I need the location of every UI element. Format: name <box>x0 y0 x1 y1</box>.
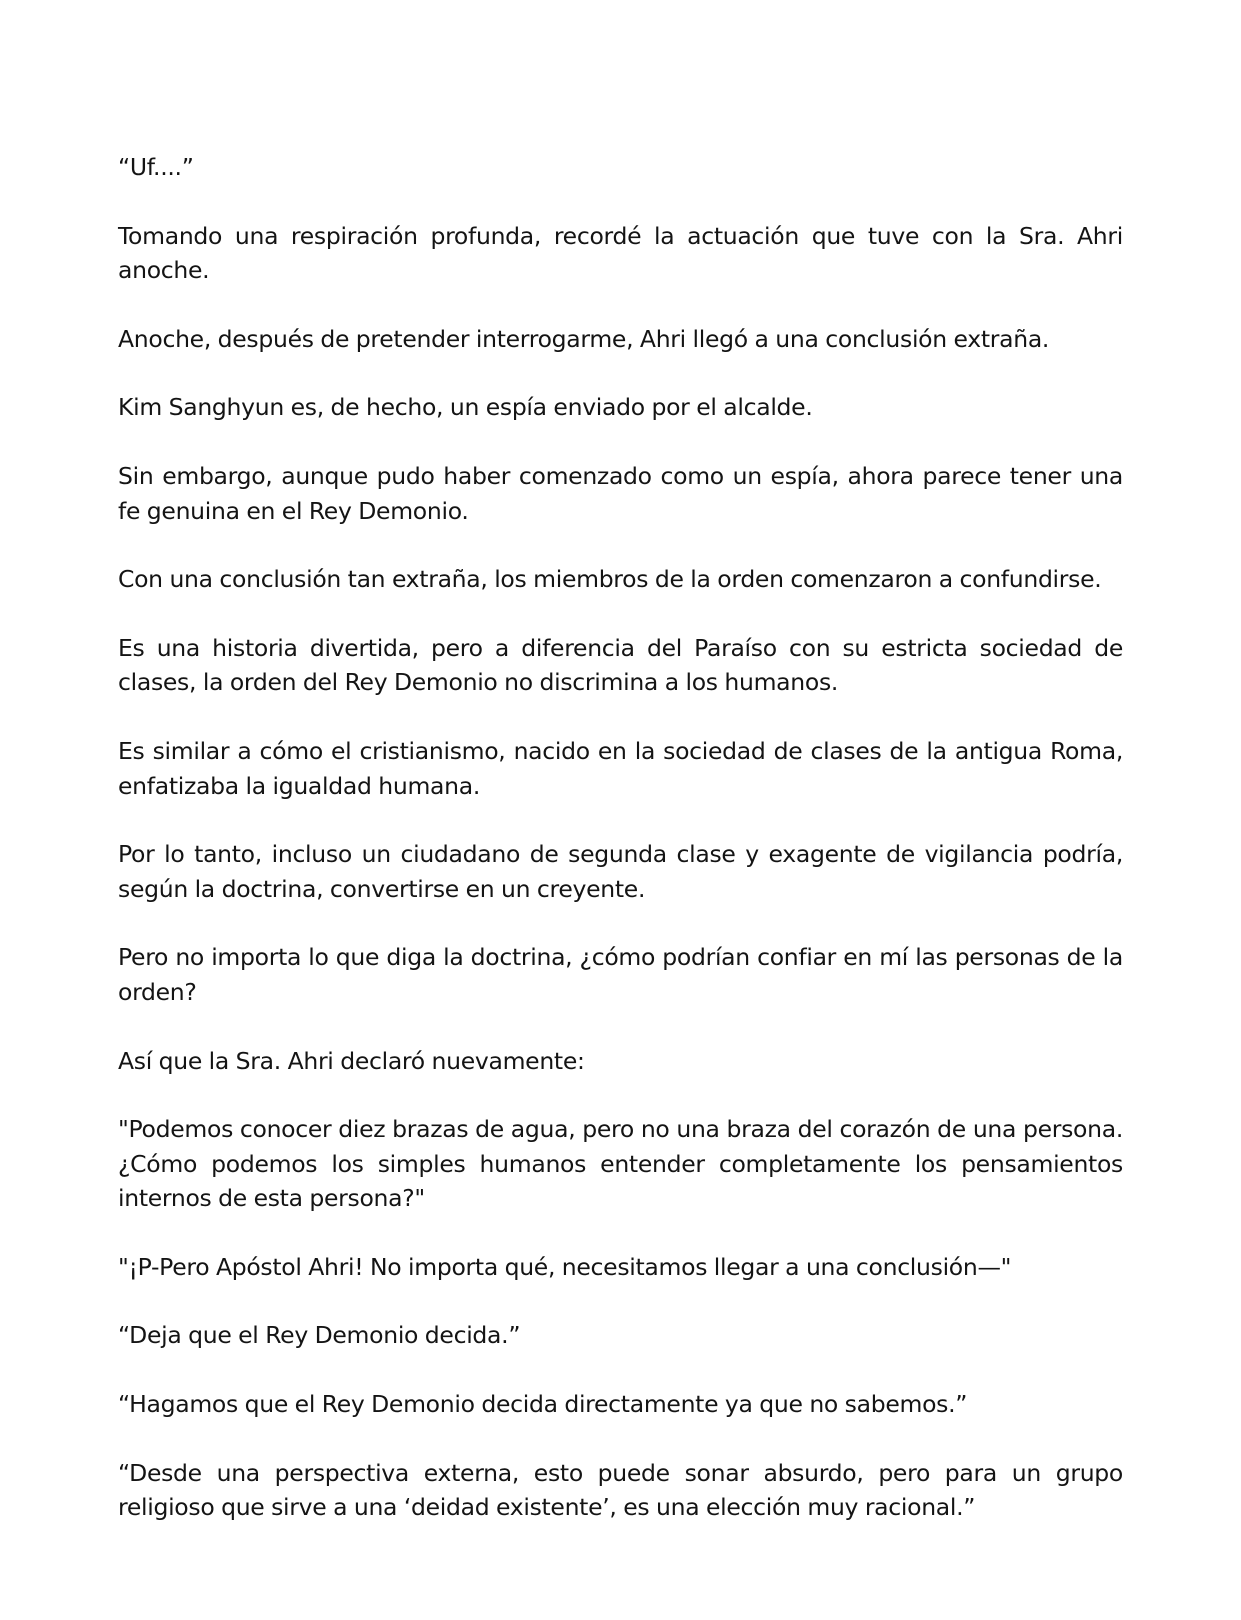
paragraph: Tomando una respiración profunda, recordé la actuación que tuve con la Sra. Ahri anoche. <box>118 221 1123 285</box>
paragraph: Kim Sanghyun es, de hecho, un espía enviado por el alcalde. <box>118 393 813 422</box>
paragraph: “Desde una perspectiva externa, esto puede sonar absurdo, pero para un grupo religioso que sirve a una ‘deidad existente’, es una elección muy racional.” <box>118 1458 1123 1522</box>
paragraph: Anoche, después de pretender interrogarme, Ahri llegó a una conclusión extraña. <box>118 324 1050 353</box>
paragraph: Es similar a cómo el cristianismo, nacido en la sociedad de clases de la antigua Roma, enfatizaba la igualdad humana. <box>118 736 1123 800</box>
paragraph: “Deja que el Rey Demonio decida.” <box>118 1321 521 1350</box>
paragraph: Con una conclusión tan extraña, los miembros de la orden comenzaron a confundirse. <box>118 565 1102 594</box>
paragraph: Pero no importa lo que diga la doctrina, ¿cómo podrían confiar en mí las personas de la orden? <box>118 943 1123 1006</box>
paragraph: Así que la Sra. Ahri declaró nuevamente: <box>118 1046 585 1075</box>
paragraph: Sin embargo, aunque pudo haber comenzado como un espía, ahora parece tener una fe genuina en el Rey Demonio. <box>118 461 1123 525</box>
document-page <box>118 150 1123 1559</box>
paragraph: "Podemos conocer diez brazas de agua, pero no una braza del corazón de una persona. ¿Cómo podemos los simples humanos entender completamente los pensamientos internos de esta persona?" <box>118 1115 1123 1213</box>
paragraph: Por lo tanto, incluso un ciudadano de segunda clase y exagente de vigilancia podría, según la doctrina, convertirse en un creyente. <box>118 840 1123 903</box>
paragraph: “Hagamos que el Rey Demonio decida directamente ya que no sabemos.” <box>118 1390 968 1419</box>
paragraph: “Uf....” <box>118 153 194 181</box>
paragraph: "¡P-Pero Apóstol Ahri! No importa qué, necesitamos llegar a una conclusión—" <box>118 1252 1012 1281</box>
paragraph: Es una historia divertida, pero a diferencia del Paraíso con su estricta sociedad de clases, la orden del Rey Demonio no discrimina a los humanos. <box>118 633 1123 697</box>
